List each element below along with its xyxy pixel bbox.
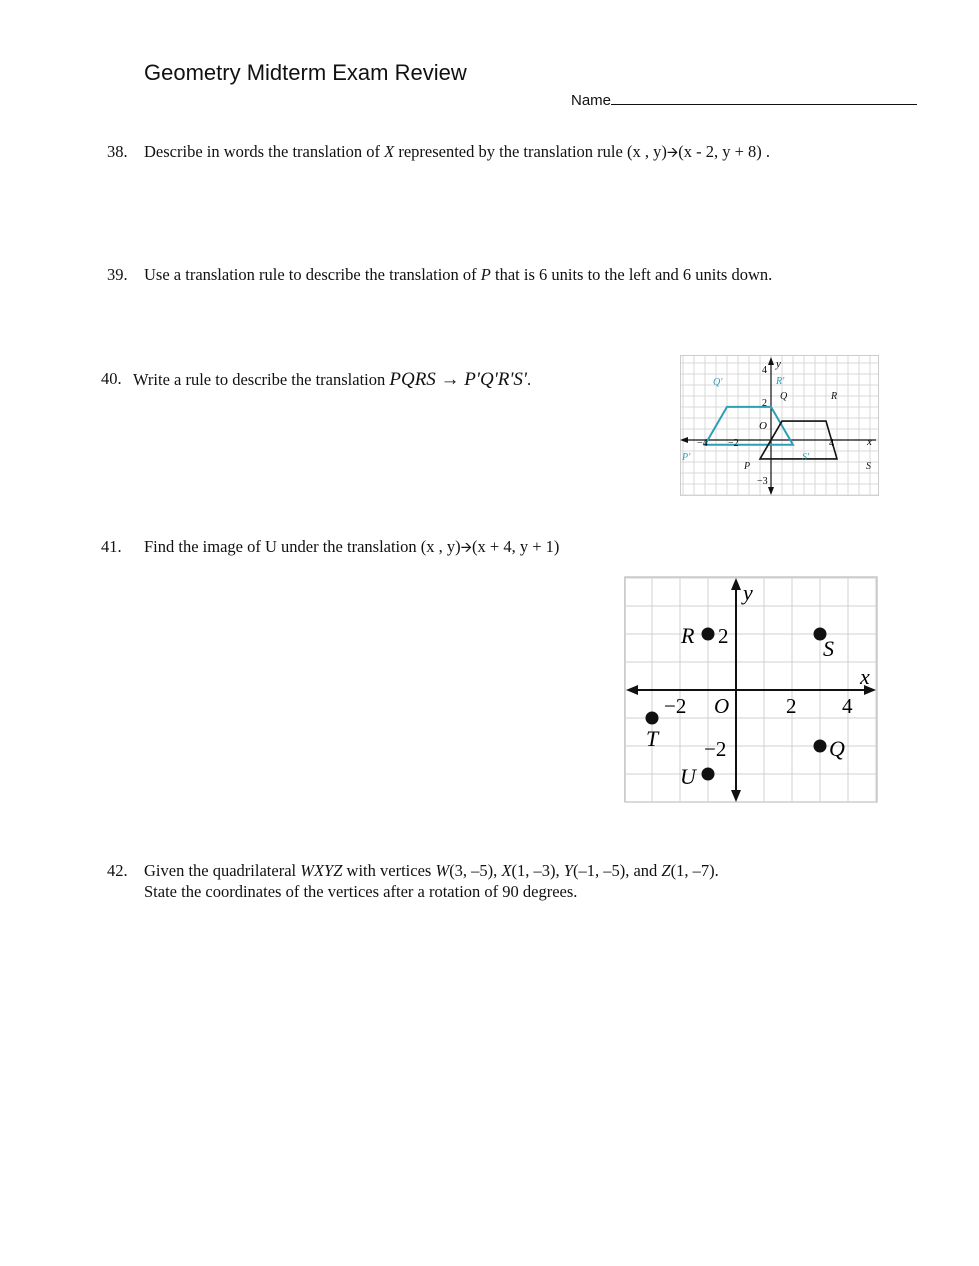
point-label-t: T [646, 726, 659, 751]
point-q [814, 740, 827, 753]
q39-text: Use a translation rule to describe the translation of P that is 6 units to the left and 6 units down. [144, 265, 773, 284]
graph41-tick-x-4: 4 [842, 694, 853, 718]
graph41-y-label: y [743, 580, 753, 605]
q38-text: Describe in words the translation of X represented by the translation rule (x , y)🡪(x - 2, y + 8) . [144, 142, 770, 161]
translation-graph-40 [680, 355, 880, 497]
graph40-tick-y-4: 4 [762, 365, 767, 376]
graph40-origin: O [759, 420, 767, 432]
arrow-icon: 🡪 [666, 145, 679, 161]
name-label: Name [571, 92, 612, 109]
label-q: Q [780, 391, 788, 402]
name-line[interactable] [611, 90, 917, 105]
name-field[interactable] [571, 90, 917, 109]
q42-line1: Given the quadrilateral WXYZ with vertices W(3, –5), X(1, –3), Y(–1, –5), and Z(1, –7). [144, 861, 719, 880]
point-label-q: Q [829, 736, 845, 761]
q42-number: 42. [107, 861, 128, 880]
graph40-tick-x-neg2: −2 [728, 438, 739, 449]
q42-line2: State the coordinates of the vertices after a rotation of 90 degrees. [144, 882, 578, 901]
label-r-prime: R' [776, 376, 785, 387]
arrow-icon: 🡪 [460, 540, 473, 556]
point-r [702, 628, 715, 641]
point-label-s: S [823, 636, 834, 661]
point-label-r: R [681, 623, 695, 648]
graph40-tick-y-neg3: −3 [757, 476, 768, 487]
label-s: S [866, 461, 871, 472]
label-r: R [831, 391, 838, 402]
q40-formula: PQRS → P'Q'R'S' [389, 369, 527, 390]
graph40-tick-x-neg4: −4 [697, 438, 708, 449]
point-label-u: U [680, 764, 696, 789]
q39-number: 39. [107, 265, 128, 284]
page-title: Geometry Midterm Exam Review [144, 60, 467, 85]
graph41-x-label: x [860, 664, 870, 689]
graph40-tick-x-4: 4 [829, 438, 834, 449]
label-q-prime: Q' [713, 377, 723, 388]
graph41-tick-x-neg2: −2 [664, 694, 687, 718]
graph40-y-label: y [776, 358, 781, 370]
points-graph-41 [624, 576, 880, 804]
graph40-x-label: x [867, 436, 872, 448]
point-t [646, 712, 659, 725]
point-u [702, 768, 715, 781]
q41-number: 41. [101, 537, 122, 556]
q40-number: 40. [101, 369, 122, 388]
q40-text: Write a rule to describe the translation PQRS → P'Q'R'S'. [133, 369, 532, 390]
graph41-tick-y-2: 2 [718, 624, 729, 648]
label-p: P [744, 461, 751, 472]
graph41-tick-y-neg2: −2 [704, 737, 727, 761]
graph40-tick-y-2: 2 [762, 398, 767, 409]
graph41-origin: O [714, 694, 730, 718]
q38-number: 38. [107, 142, 128, 161]
q41-text: Find the image of U under the translation (x , y)🡪(x + 4, y + 1) [144, 537, 560, 556]
label-s-prime: S' [802, 452, 810, 463]
label-p-prime: P' [682, 452, 691, 463]
graph41-tick-x-2: 2 [786, 694, 797, 718]
